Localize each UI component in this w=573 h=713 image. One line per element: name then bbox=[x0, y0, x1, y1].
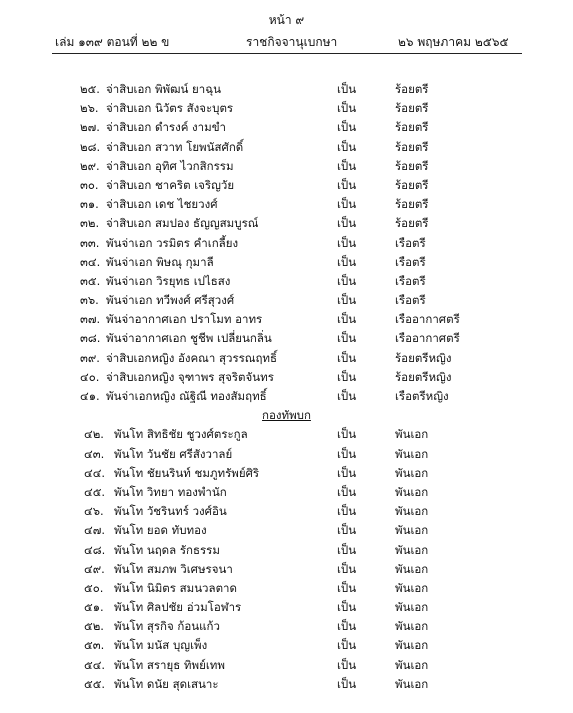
entry-number: ๒๖. bbox=[80, 101, 99, 116]
section-heading-label: กองทัพบก bbox=[262, 408, 311, 423]
entry-name: พันโท วันชัย ศรีสังวาลย์ bbox=[114, 446, 233, 461]
entry-number: ๕๓. bbox=[84, 638, 105, 653]
entry-rank: พันเอก bbox=[395, 676, 429, 691]
entry-verb: เป็น bbox=[337, 427, 357, 442]
entry-name: จ่าสิบเอก นิวัตร สังจะบุตร bbox=[106, 101, 234, 116]
entry-verb: เป็น bbox=[337, 177, 357, 192]
entry-number: ๒๕. bbox=[80, 82, 100, 96]
entry-name: พันโท ดนัย สุดเสนาะ bbox=[114, 676, 219, 691]
list-item bbox=[0, 425, 573, 444]
entry-name: จ่าสิบเอก อุทิศ ไวกสิกรรม bbox=[106, 158, 234, 173]
entry-number: ๓๕. bbox=[80, 273, 101, 288]
list-item bbox=[0, 99, 573, 118]
entry-verb: เป็น bbox=[337, 312, 357, 327]
entry-name: จ่าสิบเอก เดช ไชยวงศ์ bbox=[106, 197, 218, 212]
entry-rank: เรือตรี bbox=[395, 235, 426, 250]
entry-name: พันโท นิมิตร สมนวลตาด bbox=[114, 580, 237, 595]
entry-name: พันโท วิทยา ทองพำนัก bbox=[114, 484, 227, 499]
entry-rank: เรืออากาศตรี bbox=[395, 331, 460, 346]
entry-verb: เป็น bbox=[337, 101, 357, 116]
entry-rank: พันเอก bbox=[395, 561, 429, 576]
entry-verb: เป็น bbox=[337, 465, 357, 480]
list-item bbox=[0, 387, 573, 406]
entry-verb: เป็น bbox=[337, 350, 357, 365]
entry-rank: พันเอก bbox=[395, 619, 429, 634]
entry-name: จ่าสิบเอก สวาท โยพนัสศักดิ์ bbox=[106, 139, 244, 154]
list-item bbox=[0, 80, 573, 99]
entry-name: จ่าสิบเอกหญิง อังคณา สุวรรณฤทธิ์ bbox=[106, 350, 278, 365]
list-item bbox=[0, 617, 573, 636]
entry-number: ๔๔. bbox=[84, 465, 106, 480]
entry-verb: เป็น bbox=[337, 542, 357, 557]
appointment-list bbox=[0, 80, 573, 694]
entry-name: พันจ่าเอก วรมิตร คำเกลี้ยง bbox=[106, 235, 239, 250]
entry-number: ๔๙. bbox=[84, 561, 105, 576]
entry-rank: ร้อยตรี bbox=[395, 139, 429, 154]
entry-name: พันจ่าอากาศเอก ปราโมท อาทร bbox=[106, 312, 263, 327]
entry-verb: เป็น bbox=[337, 389, 357, 403]
list-item bbox=[0, 541, 573, 560]
list-item bbox=[0, 368, 573, 387]
entry-number: ๒๗. bbox=[80, 120, 100, 135]
entry-verb: เป็น bbox=[337, 235, 357, 250]
list-item bbox=[0, 176, 573, 195]
entry-name: พันจ่าเอกหญิง ณัฐิณี ทองสัมฤทธิ์ bbox=[106, 389, 267, 403]
entry-name: จ่าสิบเอก พิพัฒน์ ยาฉุน bbox=[106, 82, 221, 96]
entry-verb: เป็น bbox=[337, 446, 357, 461]
entry-verb: เป็น bbox=[337, 293, 357, 308]
entry-verb: เป็น bbox=[337, 331, 357, 346]
list-item bbox=[0, 329, 573, 348]
entry-rank: พันเอก bbox=[395, 600, 429, 615]
list-item bbox=[0, 214, 573, 233]
header-rule bbox=[52, 53, 522, 54]
entry-name: พันโท ยอด ทับทอง bbox=[114, 523, 207, 538]
entry-verb: เป็น bbox=[337, 523, 357, 538]
list-item bbox=[0, 138, 573, 157]
entry-rank: พันเอก bbox=[395, 465, 429, 480]
list-item bbox=[0, 349, 573, 368]
entry-number: ๔๘. bbox=[84, 542, 106, 557]
entry-name: พันโท นฤดล รักธรรม bbox=[114, 542, 220, 557]
entry-number: ๕๕. bbox=[84, 676, 106, 691]
entry-number: ๔๗. bbox=[84, 523, 106, 538]
list-item bbox=[0, 560, 573, 579]
entry-verb: เป็น bbox=[337, 139, 357, 154]
entry-number: ๔๑. bbox=[80, 389, 100, 403]
list-item bbox=[0, 636, 573, 655]
list-item bbox=[0, 464, 573, 483]
entry-number: ๔๐. bbox=[80, 369, 100, 384]
entry-rank: เรือตรีหญิง bbox=[395, 389, 449, 403]
entry-number: ๓๖. bbox=[80, 293, 99, 308]
entry-rank: เรือตรี bbox=[395, 254, 426, 269]
entry-verb: เป็น bbox=[337, 158, 357, 173]
entry-number: ๒๘. bbox=[80, 139, 101, 154]
entry-number: ๕๐. bbox=[84, 580, 104, 595]
list-item bbox=[0, 483, 573, 502]
entry-rank: พันเอก bbox=[395, 484, 429, 499]
list-item bbox=[0, 502, 573, 521]
entry-number: ๒๙. bbox=[80, 158, 100, 173]
list-item bbox=[0, 291, 573, 310]
entry-verb: เป็น bbox=[337, 273, 357, 288]
page-number: หน้า ๙ bbox=[268, 13, 305, 27]
list-item bbox=[0, 118, 573, 137]
entry-rank: พันเอก bbox=[395, 580, 429, 595]
entry-name: จ่าสิบเอก ดำรงค์ งามขำ bbox=[106, 120, 227, 135]
list-item bbox=[0, 579, 573, 598]
entry-rank: เรือตรี bbox=[395, 273, 426, 288]
section-heading bbox=[0, 406, 573, 425]
entry-rank: เรืออากาศตรี bbox=[395, 312, 460, 327]
entry-number: ๓๐. bbox=[80, 177, 99, 192]
entry-name: จ่าสิบเอก ชาคริต เจริญวัย bbox=[106, 177, 235, 192]
entry-verb: เป็น bbox=[337, 657, 357, 672]
entry-verb: เป็น bbox=[337, 676, 357, 691]
entry-number: ๓๓. bbox=[80, 235, 100, 250]
entry-name: พันโท สรายุธ ทิพย์เทพ bbox=[114, 657, 225, 672]
entry-name: พันจ่าเอก วิรยุทธ เปไธสง bbox=[106, 273, 231, 288]
entry-rank: ร้อยตรี bbox=[395, 177, 429, 192]
list-item bbox=[0, 234, 573, 253]
gazette-date: ๒๖ พฤษภาคม ๒๕๖๕ bbox=[398, 35, 509, 49]
entry-number: ๓๗. bbox=[80, 312, 101, 327]
entry-verb: เป็น bbox=[337, 561, 357, 576]
entry-number: ๕๒. bbox=[84, 619, 104, 634]
entry-verb: เป็น bbox=[337, 369, 357, 384]
list-item bbox=[0, 598, 573, 617]
entry-number: ๓๒. bbox=[80, 216, 100, 231]
entry-verb: เป็น bbox=[337, 197, 357, 212]
list-item bbox=[0, 157, 573, 176]
entry-name: พันโท มนัส บุญเพ็ง bbox=[114, 638, 208, 653]
entry-rank: พันเอก bbox=[395, 542, 429, 557]
list-item bbox=[0, 195, 573, 214]
entry-verb: เป็น bbox=[337, 600, 357, 615]
entry-number: ๕๑. bbox=[84, 600, 104, 615]
entry-verb: เป็น bbox=[337, 120, 357, 135]
entry-name: พันโท วัชรินทร์ วงศ์อิน bbox=[114, 504, 227, 519]
entry-name: พันจ่าเอก ทวีพงศ์ ศรีสุวงศ์ bbox=[106, 293, 235, 308]
entry-name: พันโท ศิลปชัย อ่วมโอฬาร bbox=[114, 600, 242, 615]
entry-number: ๓๔. bbox=[80, 254, 101, 269]
entry-rank: ร้อยตรี bbox=[395, 158, 429, 173]
entry-name: จ่าสิบเอก สมปอง ธัญญสมบูรณ์ bbox=[106, 216, 259, 231]
entry-number: ๔๖. bbox=[84, 504, 104, 519]
entry-rank: พันเอก bbox=[395, 446, 429, 461]
entry-rank: ร้อยตรี bbox=[395, 101, 429, 116]
entry-number: ๔๕. bbox=[84, 484, 106, 499]
gazette-title: ราชกิจจานุเบกษา bbox=[246, 35, 338, 49]
entry-verb: เป็น bbox=[337, 216, 357, 231]
entry-number: ๔๓. bbox=[84, 446, 105, 461]
entry-number: ๓๑. bbox=[80, 197, 99, 212]
entry-verb: เป็น bbox=[337, 638, 357, 653]
list-item bbox=[0, 310, 573, 329]
entry-verb: เป็น bbox=[337, 504, 357, 519]
entry-number: ๕๔. bbox=[84, 657, 106, 672]
entry-rank: พันเอก bbox=[395, 657, 429, 672]
entry-name: พันโท ชัยนรินท์ ชมภูทรัพย์ศิริ bbox=[114, 465, 260, 480]
entry-rank: เรือตรี bbox=[395, 293, 426, 308]
list-item bbox=[0, 272, 573, 291]
gazette-volume-section: เล่ม ๑๓๙ ตอนที่ ๒๒ ข bbox=[55, 35, 170, 49]
entry-number: ๔๒. bbox=[84, 427, 104, 442]
list-item bbox=[0, 445, 573, 464]
entry-rank: ร้อยตรีหญิง bbox=[395, 369, 452, 384]
entry-verb: เป็น bbox=[337, 619, 357, 634]
entry-name: พันโท สิทธิชัย ชูวงศ์ตระกูล bbox=[114, 427, 248, 442]
entry-rank: ร้อยตรี bbox=[395, 216, 429, 231]
list-item bbox=[0, 253, 573, 272]
entry-rank: พันเอก bbox=[395, 523, 429, 538]
entry-name: พันจ่าอากาศเอก ชูชีพ เปลี่ยนกลิ่น bbox=[106, 331, 272, 346]
entry-verb: เป็น bbox=[337, 580, 357, 595]
entry-verb: เป็น bbox=[337, 254, 357, 269]
entry-verb: เป็น bbox=[337, 82, 357, 96]
entry-rank: พันเอก bbox=[395, 504, 429, 519]
entry-rank: พันเอก bbox=[395, 427, 429, 442]
entry-number: ๓๘. bbox=[80, 331, 101, 346]
list-item bbox=[0, 521, 573, 540]
entry-name: จ่าสิบเอกหญิง จุฑาพร สุจริตจันทร bbox=[106, 369, 274, 384]
entry-rank: ร้อยตรี bbox=[395, 120, 429, 135]
entry-rank: ร้อยตรี bbox=[395, 197, 429, 212]
list-item bbox=[0, 656, 573, 675]
entry-number: ๓๙. bbox=[80, 350, 100, 365]
entry-rank: พันเอก bbox=[395, 638, 429, 653]
entry-name: พันจ่าเอก พิษณุ กุมาลี bbox=[106, 254, 214, 269]
entry-verb: เป็น bbox=[337, 484, 357, 499]
list-item bbox=[0, 675, 573, 694]
entry-rank: ร้อยตรีหญิง bbox=[395, 350, 452, 365]
entry-name: พันโท สุรกิจ ก้อนแก้ว bbox=[114, 619, 220, 634]
entry-rank: ร้อยตรี bbox=[395, 82, 429, 96]
entry-name: พันโท สมภพ วิเศษรจนา bbox=[114, 561, 233, 576]
